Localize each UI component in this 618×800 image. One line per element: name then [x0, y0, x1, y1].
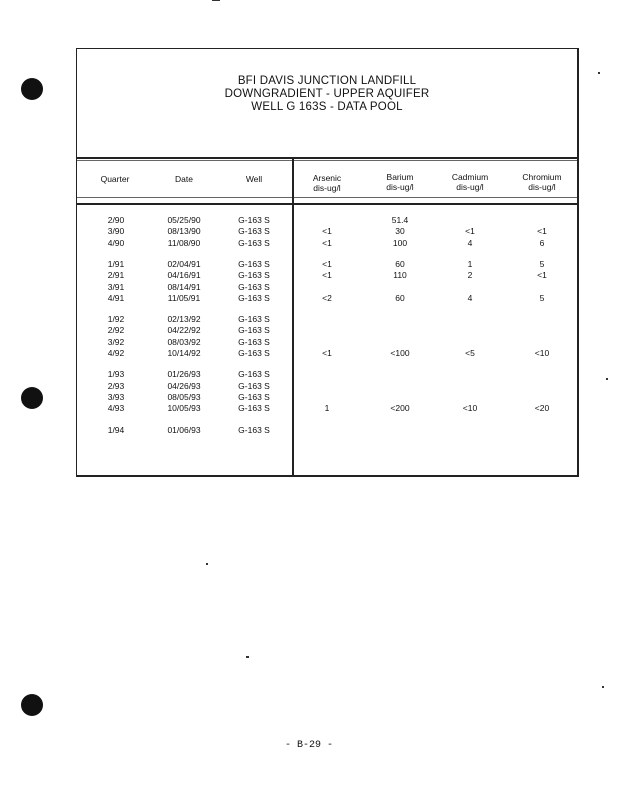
cell-arsenic: <2 — [322, 292, 332, 303]
header-arsenic: Arsenic dis-ug/l — [312, 173, 342, 193]
cell-well: G-163 S — [238, 281, 270, 292]
cell-quarter: 3/93 — [107, 391, 125, 402]
table-row — [77, 403, 577, 414]
cell-barium: 100 — [392, 237, 408, 248]
cell-barium: 30 — [395, 226, 405, 237]
cell-date: 10/14/92 — [167, 348, 201, 358]
cell-well: G-163 S — [238, 391, 270, 402]
binder-hole-middle — [21, 387, 43, 409]
cell-cadmium: <1 — [465, 226, 475, 237]
cell-date: 04/16/91 — [167, 270, 201, 281]
cell-chromium: <1 — [537, 270, 547, 281]
cell-arsenic: <1 — [322, 237, 332, 248]
table-row — [77, 282, 577, 293]
scan-speck — [246, 656, 249, 658]
cell-well: G-163 S — [238, 215, 270, 225]
cell-quarter: 1/94 — [107, 424, 125, 435]
cell-quarter: 3/92 — [107, 336, 125, 347]
cell-chromium: <20 — [534, 403, 550, 414]
cell-arsenic: <1 — [322, 226, 332, 237]
cell-arsenic: <1 — [322, 270, 332, 281]
cell-date: 01/26/93 — [167, 369, 201, 380]
cell-cadmium: 4 — [467, 292, 473, 303]
table-row — [77, 369, 577, 380]
cell-date: 11/08/90 — [167, 237, 201, 248]
cell-date: 04/22/92 — [167, 325, 201, 336]
cell-quarter: 4/90 — [107, 237, 125, 248]
header-well: Well — [245, 174, 263, 184]
table-row — [77, 381, 577, 392]
title-line-3: WELL G 163S - DATA POOL — [251, 101, 403, 113]
cell-barium: <200 — [390, 403, 410, 414]
scan-speck — [206, 563, 208, 565]
cell-quarter: 1/91 — [107, 258, 125, 269]
data-table-frame — [76, 48, 579, 477]
cell-quarter: 2/90 — [107, 215, 125, 225]
cell-well: G-163 S — [238, 270, 270, 281]
cell-barium: 110 — [393, 270, 407, 281]
cell-quarter: 1/93 — [107, 369, 125, 380]
scan-speck — [606, 378, 608, 380]
cell-date: 08/03/92 — [167, 336, 201, 347]
cell-well: G-163 S — [238, 325, 270, 336]
cell-quarter: 2/92 — [107, 325, 125, 336]
header-barium: Barium dis-ug/l — [386, 172, 414, 192]
cell-date: 10/05/93 — [167, 403, 201, 414]
table-row — [77, 314, 577, 325]
cell-well: G-163 S — [238, 369, 270, 380]
binder-hole-top — [21, 78, 43, 100]
header-date: Date — [175, 174, 193, 184]
cell-arsenic: <1 — [322, 348, 332, 358]
cell-date: 01/06/93 — [167, 424, 201, 435]
header-cadmium: Cadmium dis-ug/l — [451, 172, 489, 192]
cell-barium: 60 — [395, 292, 405, 303]
header-quarter: Quarter — [100, 174, 130, 184]
cell-well: G-163 S — [238, 380, 270, 391]
cell-quarter: 4/92 — [107, 348, 125, 358]
cell-quarter: 3/91 — [107, 281, 125, 292]
cell-date: 04/26/93 — [167, 380, 201, 391]
table-row — [77, 425, 577, 436]
scan-speck — [598, 72, 600, 74]
cell-cadmium: 1 — [467, 258, 473, 269]
scan-speck — [212, 0, 220, 1]
cell-date: 08/05/93 — [167, 391, 201, 402]
title-line-2: DOWNGRADIENT - UPPER AQUIFER — [224, 88, 430, 100]
table-row — [77, 226, 577, 237]
cell-date: 08/13/90 — [167, 226, 201, 237]
cell-date: 05/25/90 — [167, 215, 201, 225]
table-row — [77, 259, 577, 270]
cell-chromium: <1 — [537, 226, 547, 237]
cell-well: G-163 S — [238, 403, 270, 414]
table-row — [77, 325, 577, 336]
cell-well: G-163 S — [238, 226, 270, 237]
table-row — [77, 238, 577, 249]
cell-quarter: 4/91 — [107, 292, 125, 303]
cell-well: G-163 S — [238, 336, 270, 347]
table-row — [77, 293, 577, 304]
cell-well: G-163 S — [238, 258, 270, 269]
table-row — [77, 348, 577, 359]
table-row — [77, 270, 577, 281]
cell-barium: 60 — [395, 258, 405, 269]
cell-cadmium: <5 — [465, 348, 475, 358]
cell-cadmium: <10 — [462, 403, 478, 414]
title-line-1: BFI DAVIS JUNCTION LANDFILL — [237, 75, 417, 87]
cell-quarter: 4/93 — [107, 403, 125, 414]
cell-well: G-163 S — [238, 348, 270, 358]
cell-chromium: <10 — [534, 348, 550, 358]
cell-well: G-163 S — [238, 314, 270, 325]
cell-chromium: 5 — [539, 258, 545, 269]
cell-quarter: 1/92 — [107, 314, 125, 325]
cell-quarter: 2/91 — [107, 270, 125, 281]
table-row — [77, 337, 577, 348]
scan-speck — [602, 686, 604, 688]
cell-well: G-163 S — [238, 424, 270, 435]
table-row — [77, 215, 577, 226]
cell-date: 02/13/92 — [167, 314, 201, 325]
cell-barium: 51.4 — [391, 215, 409, 225]
cell-cadmium: 4 — [467, 237, 473, 248]
cell-date: 11/05/91 — [167, 292, 201, 303]
page-number: - B-29 - — [284, 740, 333, 751]
cell-date: 02/04/91 — [167, 258, 201, 269]
cell-chromium: 5 — [539, 292, 545, 303]
cell-arsenic: 1 — [324, 403, 330, 414]
cell-chromium: 6 — [539, 237, 545, 248]
document-title — [77, 75, 577, 114]
binder-hole-bottom — [21, 694, 43, 716]
cell-arsenic: <1 — [322, 258, 332, 269]
cell-date: 08/14/91 — [167, 281, 201, 292]
cell-barium: <100 — [390, 348, 410, 358]
table-row — [77, 392, 577, 403]
cell-quarter: 3/90 — [107, 226, 125, 237]
cell-quarter: 2/93 — [107, 380, 125, 391]
column-header-band — [77, 157, 577, 205]
cell-well: G-163 S — [238, 292, 270, 303]
cell-cadmium: 2 — [467, 270, 473, 281]
cell-well: G-163 S — [238, 237, 270, 248]
header-chromium: Chromium dis-ug/l — [522, 172, 562, 192]
